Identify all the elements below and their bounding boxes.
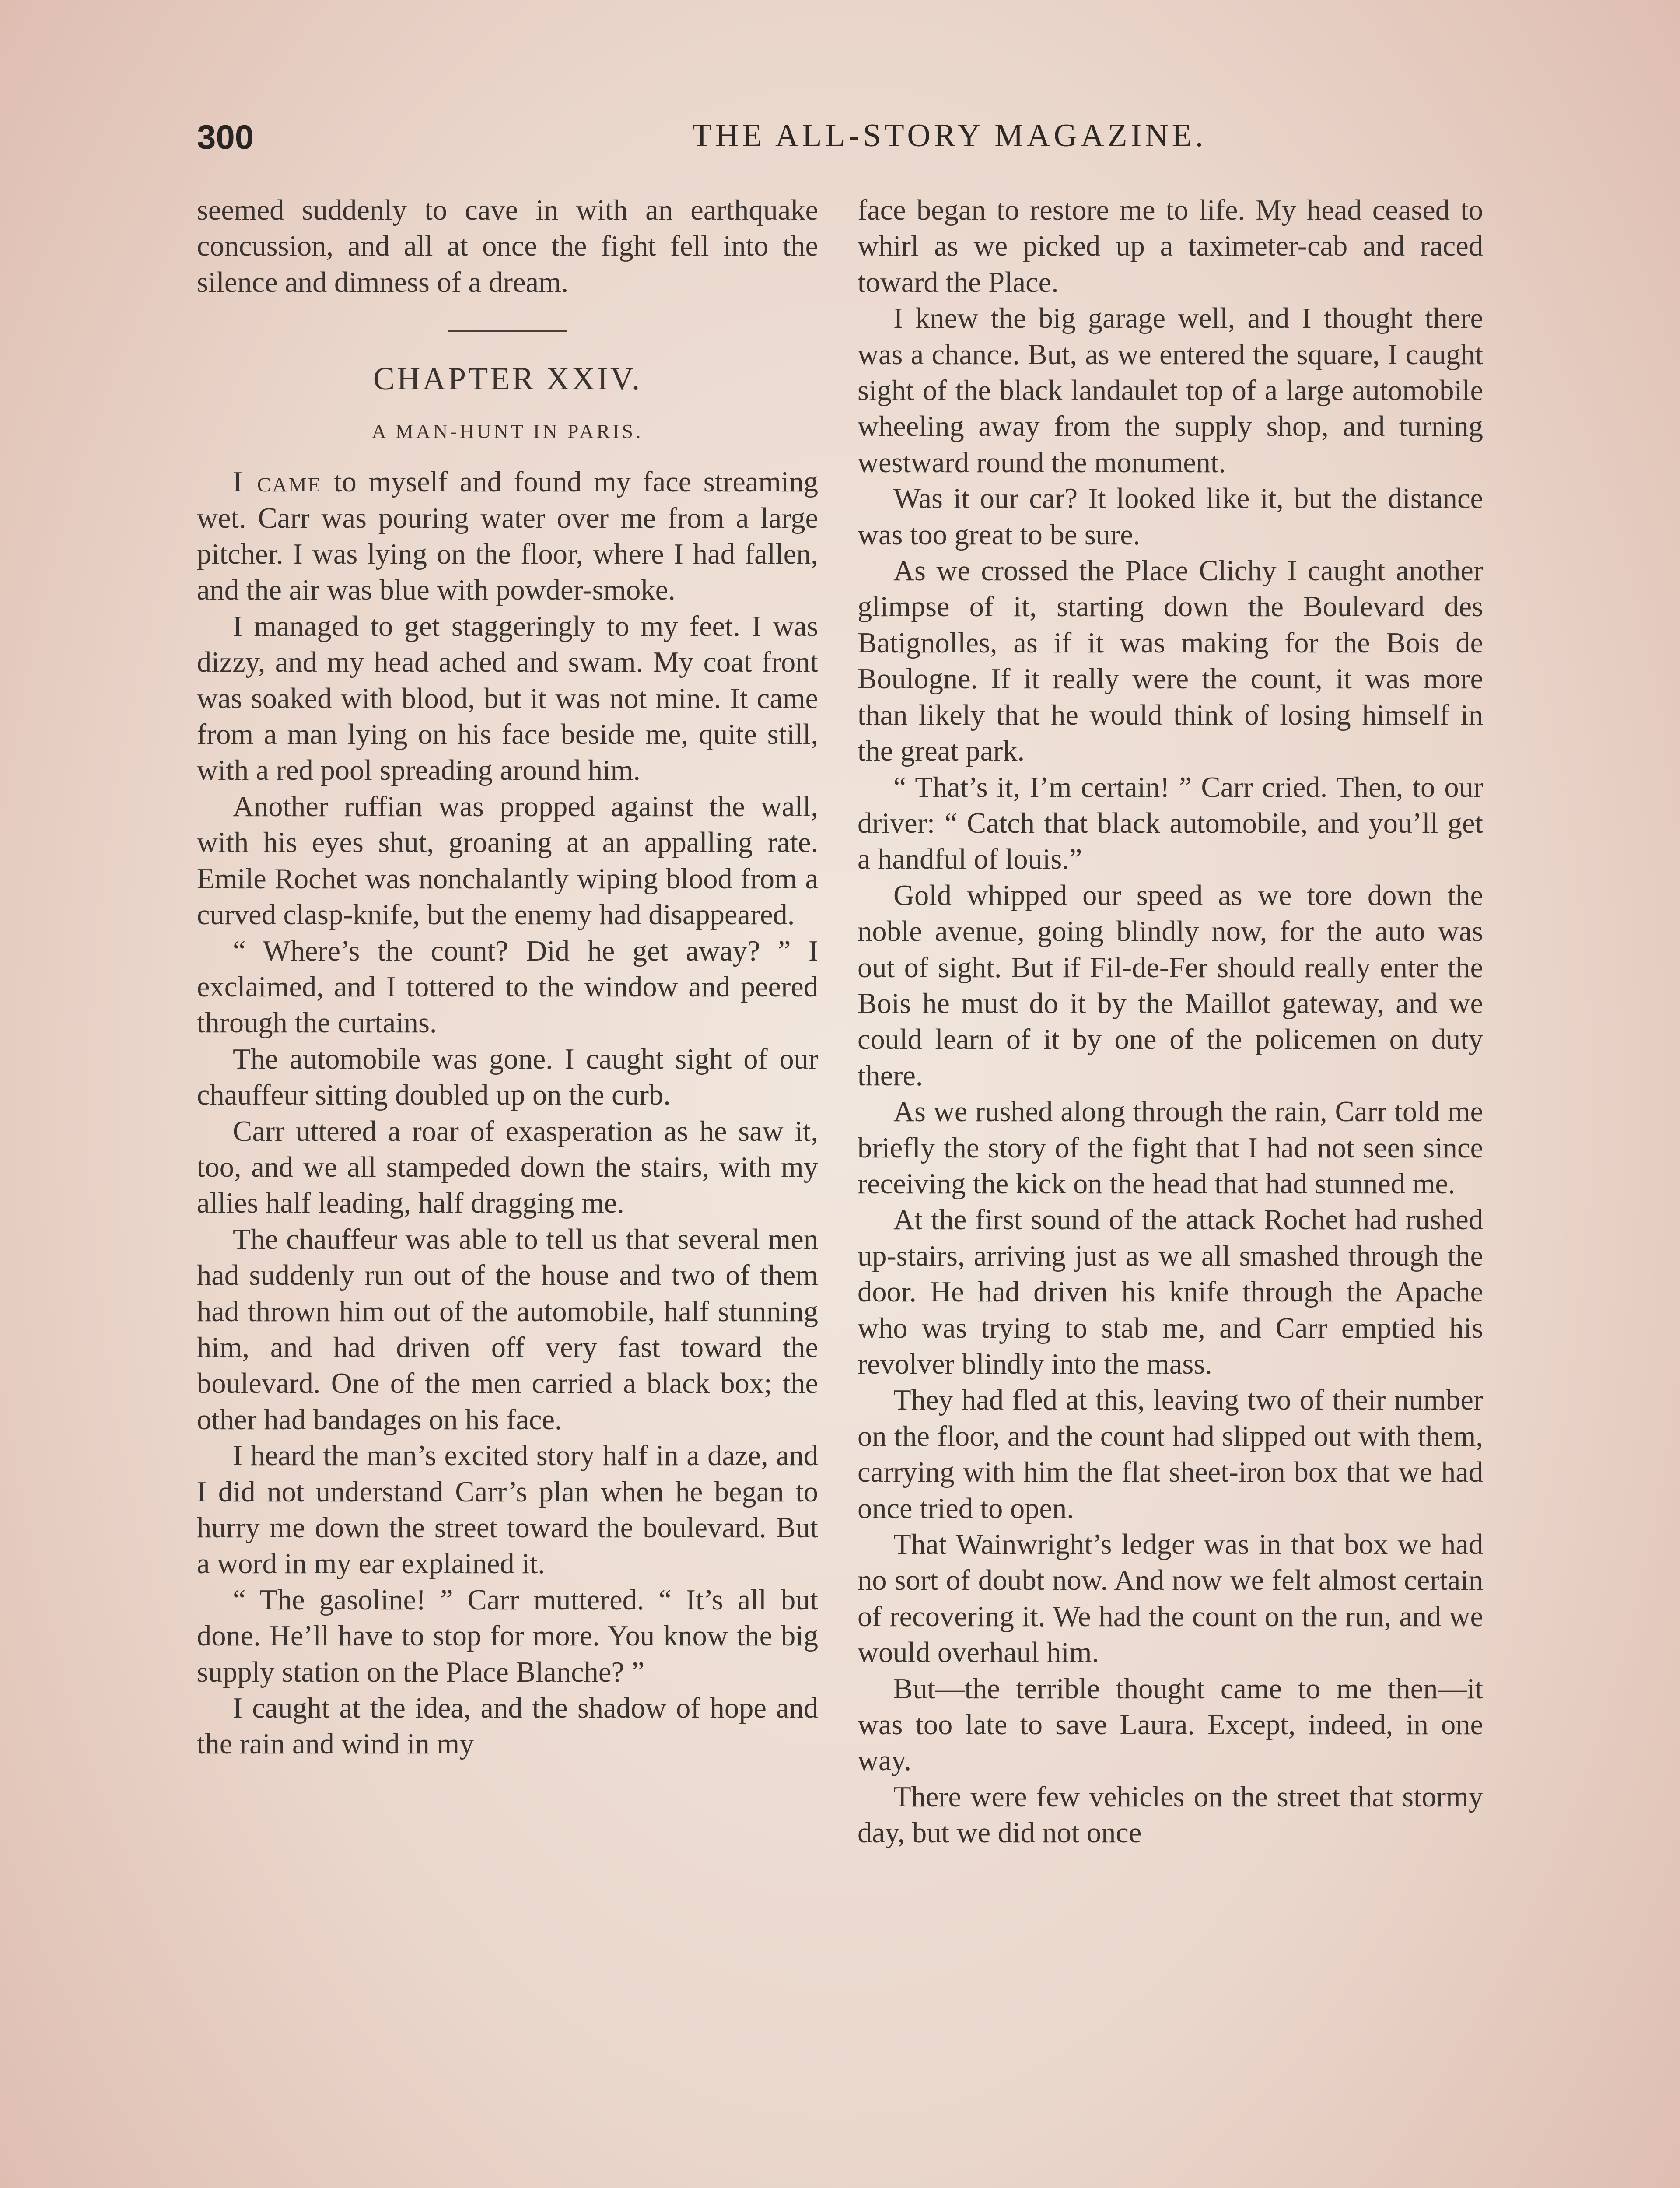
paragraph: As we rushed along through the rain, Carr told me briefly the story of the fight that I had not seen since receiving the kick on the head that had stunned me. xyxy=(858,1096,1483,1200)
paragraph: Another ruffian was propped against the wall, with his eyes shut, groaning at an appalling rate. Emile Rochet was nonchalantly wiping blood from a curved clasp-knife, but the enemy had disappeared. xyxy=(197,790,818,931)
running-title: THE ALL-STORY MAGAZINE. xyxy=(692,118,1207,154)
paragraph: The chauffeur was able to tell us that several men had suddenly run out of the house and two of them had thrown him out of the automobile, half stunning him, and had driven off very fast toward the boulevard. One of the men carried a black box; the other had bandages on his face. xyxy=(197,1223,818,1436)
paragraph: But—the terrible thought came to me then—it was too late to save Laura. Except, indeed, in one way. xyxy=(858,1673,1483,1777)
paragraph-text: to myself and found my face streaming wet. Carr was pouring water over me from a large pitcher. I was lying on the floor, where I had fallen, and the air was blue with powder-smoke. xyxy=(197,466,818,607)
paragraph: They had fled at this, leaving two of their number on the floor, and the count had slipped out with them, carrying with him the flat sheet-iron box that we had once tried to open. xyxy=(858,1384,1483,1525)
chapter-subtitle: A MAN-HUNT IN PARIS. xyxy=(371,420,644,443)
paragraph: face began to restore me to life. My head ceased to whirl as we picked up a taximeter-cab and raced toward the Place. xyxy=(858,194,1483,298)
paragraph: The automobile was gone. I caught sight of our chauffeur sitting doubled up on the curb. xyxy=(197,1043,818,1112)
paragraph xyxy=(197,464,818,609)
paragraph: Carr uttered a roar of exasperation as he saw it, too, and we all stampeded down the stairs, with my allies half leading, half dragging me. xyxy=(197,1115,818,1220)
paragraph: “ That’s it, I’m certain! ” Carr cried. Then, to our driver: “ Catch that black automobile, and you’ll get a handful of louis.” xyxy=(858,771,1483,876)
paragraph: As we crossed the Place Clichy I caught another glimpse of it, starting down the Boulevard des Batignolles, as if it was making for the Bois de Boulogne. If it really were the count, it was more than likely that he would think of losing himself in the great park. xyxy=(858,555,1483,768)
paragraph: Was it our car? It looked like it, but the distance was too great to be sure. xyxy=(858,483,1483,551)
paragraph: “ The gasoline! ” Carr muttered. “ It’s all but done. He’ll have to stop for more. You know the big supply station on the Place Blanche? ” xyxy=(197,1584,818,1688)
chapter-title: CHAPTER XXIV. xyxy=(373,361,642,397)
paragraph-lead: I came xyxy=(233,466,322,498)
paragraph: “ Where’s the count? Did he get away? ” I exclaimed, and I tottered to the window and peered through the curtains. xyxy=(197,935,818,1039)
paragraph: I heard the man’s excited story half in a daze, and I did not understand Carr’s plan when he began to hurry me down the street toward the boulevard. But a word in my ear explained it. xyxy=(197,1440,818,1580)
section-divider xyxy=(448,330,567,332)
paragraph: I knew the big garage well, and I thought there was a chance. But, as we entered the square, I caught sight of the black landaulet top of a large automobile wheeling away from the supply shop, and turning westward round the monument. xyxy=(858,302,1483,479)
page-header xyxy=(197,117,1479,165)
page-number: 300 xyxy=(197,118,254,156)
right-column xyxy=(858,193,1483,2188)
paragraph: There were few vehicles on the street that stormy day, but we did not once xyxy=(858,1781,1483,1849)
left-column xyxy=(197,193,818,2188)
paragraph: That Wainwright’s ledger was in that box we had no sort of doubt now. And now we felt almost certain of recovering it. We had the count on the run, and we would overhaul him. xyxy=(858,1529,1483,1669)
paragraph: I managed to get staggeringly to my feet. I was dizzy, and my head ached and swam. My coat front was soaked with blood, but it was not mine. It came from a man lying on his face beside me, quite still, with a red pool spreading around him. xyxy=(197,610,818,787)
paragraph: At the first sound of the attack Rochet had rushed up-stairs, arriving just as we all smashed through the door. He had driven his knife through the Apache who was trying to stab me, and Carr emptied his revolver blindly into the mass. xyxy=(858,1204,1483,1380)
paragraph: I caught at the idea, and the shadow of hope and the rain and wind in my xyxy=(197,1692,818,1760)
paragraph: Gold whipped our speed as we tore down the noble avenue, going blindly now, for the auto was out of sight. But if Fil-de-Fer should really enter the Bois he must do it by the Maillot gateway, and we could learn of it by one of the policemen on duty there. xyxy=(858,879,1483,1092)
paragraph: seemed suddenly to cave in with an earthquake concussion, and all at once the fight fell into the silence and dimness of a dream. xyxy=(197,194,818,298)
